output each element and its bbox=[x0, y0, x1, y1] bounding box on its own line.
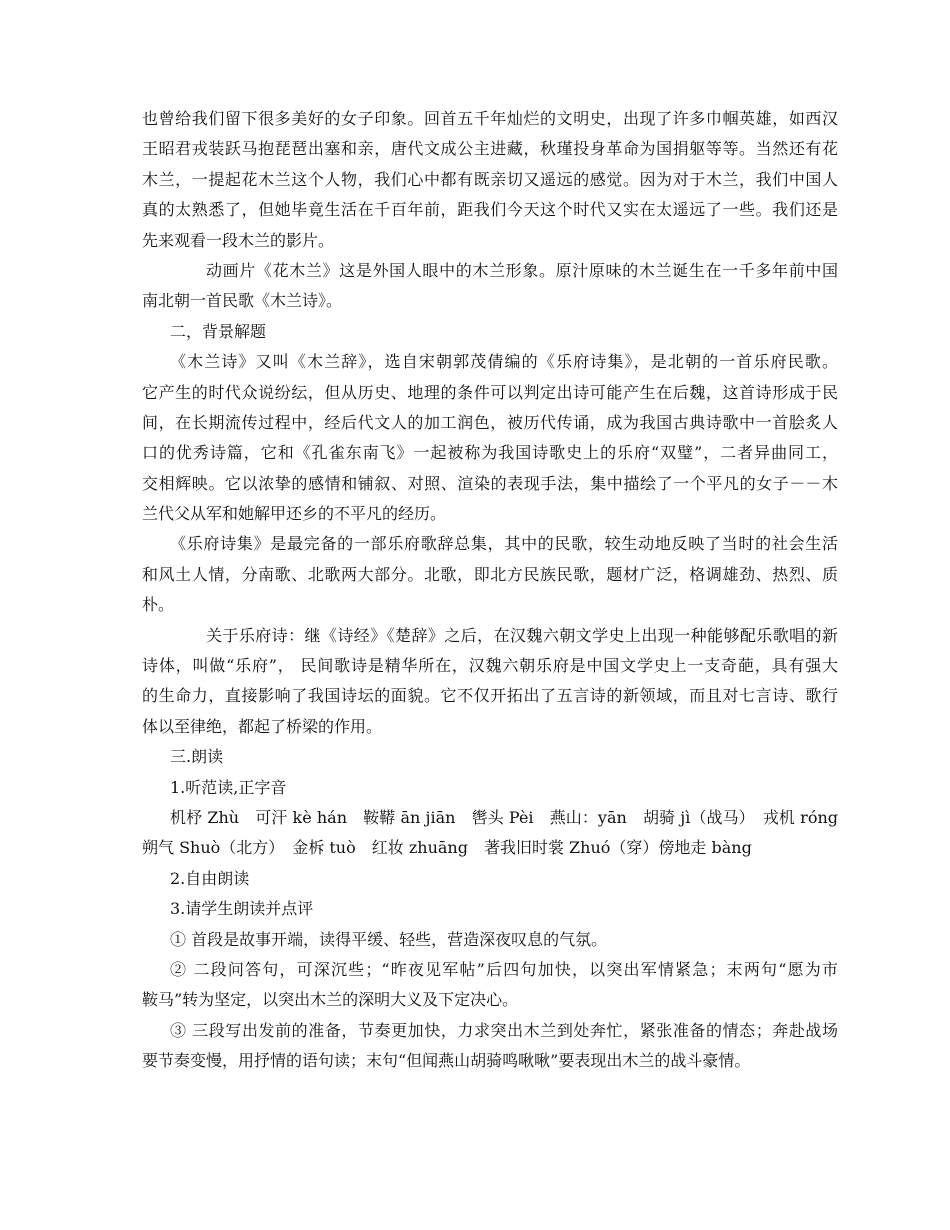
text-line: 交相辉映。它以浓挚的感情和铺叙、对照、渲染的表现手法，集中描绘了一个平凡的女子－－木 bbox=[142, 473, 838, 493]
text-line: 朴。 bbox=[142, 595, 175, 615]
document-body bbox=[142, 104, 838, 1077]
text-line: 兰代父从军和她解甲还乡的不平凡的经历。 bbox=[142, 504, 447, 524]
text-line: 先来观看一段木兰的影片。 bbox=[142, 230, 335, 250]
subsection-heading: 3.请学生朗读并点评 bbox=[170, 899, 314, 919]
text-line: 的生命力，直接影响了我国诗坛的面貌。它不仅开拓出了五言诗的新领域，而且对七言诗、歌行 bbox=[142, 686, 838, 706]
text-line: 木兰，一提起花木兰这个人物，我们心中都有既亲切又遥远的感觉。因为对于木兰，我们中国人 bbox=[142, 169, 838, 189]
text-line: 王昭君戎装跃马抱琵琶出塞和亲，唐代文成公主进藏，秋瑾投身革命为国捐躯等等。当然还有花 bbox=[142, 139, 838, 159]
text-line: 诗体，叫做“乐府”， 民间歌诗是精华所在，汉魏六朝乐府是中国文学史上一支奇葩，具有强大 bbox=[142, 656, 838, 676]
section-heading: 三.朗读 bbox=[170, 747, 224, 767]
text-line: 动画片《花木兰》这是外国人眼中的木兰形象。原汁原味的木兰诞生在一千多年前中国 bbox=[206, 260, 838, 280]
list-item: ① 首段是故事开端，读得平缓、轻些，营造深夜叹息的气氛。 bbox=[170, 929, 608, 949]
text-line: 《乐府诗集》是最完备的一部乐府歌辞总集，其中的民歌，较生动地反映了当时的社会生活 bbox=[170, 534, 838, 554]
subsection-heading: 1.听范读,正字音 bbox=[170, 777, 287, 797]
text-line: 《木兰诗》又叫《木兰辞》，选自宋朝郭茂倩编的《乐府诗集》，是北朝的一首乐府民歌。 bbox=[170, 352, 838, 372]
text-line: 关于乐府诗：继《诗经》《楚辞》之后，在汉魏六朝文学史上出现一种能够配乐歌唱的新 bbox=[206, 625, 838, 645]
subsection-heading: 2.自由朗读 bbox=[170, 868, 250, 888]
pronunciation-line: 朔气 Shuò（北方） 金柝 tuò 红妆 zhuāng 著我旧时裳 Zhuó（穿）傍地走 bàng bbox=[142, 838, 752, 858]
text-line: 南北朝一首民歌《木兰诗》。 bbox=[142, 291, 343, 311]
text-line: 口的优秀诗篇，它和《孔雀东南飞》一起被称为我国诗歌史上的乐府“双璧”，二者异曲同工， bbox=[142, 443, 838, 463]
text-line: 真的太熟悉了，但她毕竟生活在千百年前，距我们今天这个时代又实在太遥远了一些。我们还是 bbox=[142, 200, 838, 220]
text-line: 间，在长期流传过程中，经后代文人的加工润色，被历代传诵，成为我国古典诗歌中一首脍炙人 bbox=[142, 412, 838, 432]
section-heading: 二，背景解题 bbox=[170, 321, 267, 341]
text-line: 它产生的时代众说纷纭，但从历史、地理的条件可以判定出诗可能产生在后魏，这首诗形成于民 bbox=[142, 382, 838, 402]
list-item: ② 二段问答句，可深沉些；“昨夜见军帖”后四句加快，以突出军情紧急；末两句“愿为市 bbox=[170, 959, 838, 979]
pronunciation-line: 机杼 Zhù 可汗 kè hán 鞍鞯 ān jiān 辔头 Pèi 燕山：yān 胡骑 jì（战马） 戎机 róng bbox=[170, 807, 838, 827]
text-line: 鞍马”转为坚定，以突出木兰的深明大义及下定决心。 bbox=[142, 990, 519, 1010]
list-item: ③ 三段写出发前的准备，节奏更加快，力求突出木兰到处奔忙，紧张准备的情态；奔赴战场 bbox=[170, 1020, 838, 1040]
text-line: 要节奏变慢，用抒情的语句读；末句“但闻燕山胡骑鸣啾啾”要表现出木兰的战斗豪情。 bbox=[142, 1051, 751, 1071]
text-line: 也曾给我们留下很多美好的女子印象。回首五千年灿烂的文明史，出现了许多巾帼英雄，如西汉 bbox=[142, 109, 838, 128]
text-line: 和风土人情，分南歌、北歌两大部分。北歌，即北方民族民歌，题材广泛，格调雄劲、热烈、质 bbox=[142, 564, 838, 584]
text-line: 体以至律绝，都起了桥梁的作用。 bbox=[142, 716, 383, 736]
